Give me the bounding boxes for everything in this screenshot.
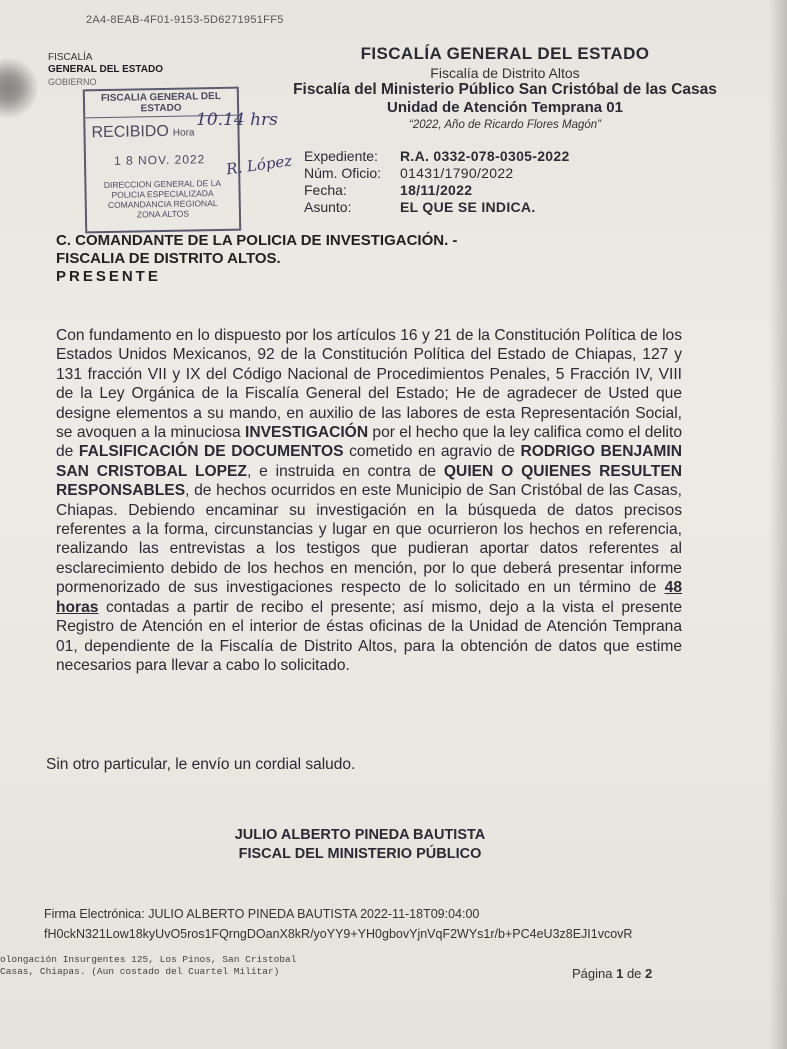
header-office: Fiscalía del Ministerio Público San Cristóbal de las Casas: [293, 81, 717, 98]
efirma-line1: Firma Electrónica: JULIO ALBERTO PINEDA BAUTISTA 2022-11-18T09:04:00: [44, 907, 480, 921]
page-mid: de: [623, 966, 646, 981]
document-id: 2A4-8EAB-4F01-9153-5D6271951FF5: [86, 14, 284, 26]
stamp-date: 1 8 NOV. 2022: [113, 152, 206, 168]
logo-line3: GOBIERNO: [48, 77, 97, 87]
logo-line2: GENERAL DEL ESTADO: [48, 64, 164, 75]
meta-row: [304, 199, 570, 216]
file-metadata: [304, 148, 570, 216]
body-bold-segment: INVESTIGACIÓN: [245, 424, 369, 442]
meta-value: R.A. 0332-078-0305-2022: [400, 148, 570, 164]
stamp-agency: FISCALIA GENERAL DEL ESTADO: [85, 89, 237, 119]
stamp-org-line4: ZONA ALTOS: [136, 208, 190, 220]
handwritten-hour: 10.14 hrs: [196, 110, 278, 130]
closing-line: Sin otro particular, le envío un cordial saludo.: [46, 756, 356, 773]
recipient-line1: C. COMANDANTE DE LA POLICIA DE INVESTIGACIÓN. -: [56, 232, 458, 249]
meta-row: [304, 148, 570, 165]
body-text-segment: , e instruida en contra de: [246, 462, 444, 480]
meta-value: 01431/1790/2022: [400, 165, 514, 181]
body-bold-segment: QUIEN O QUIENES RESULTEN RESPONSABLES: [56, 462, 682, 500]
header-district: Fiscalía de Distrito Altos: [430, 65, 580, 81]
body-bold-segment: FALSIFICACIÓN DE DOCUMENTOS: [78, 443, 344, 461]
body-text-segment: , de hechos ocurridos en este Municipio de San Cristóbal de las Casas, Chiapas. Debiendo encaminar su investigación en la búsqueda de datos precisos referentes a la forma, circunstancias y lugar en que ocurrieron los hechos en referencia, realizando las entrevistas a los testigos que pudieran aportar datos referentes al esclarecimiento debido de los hechos en mención, por lo que deberá presentar informe pormenorizado de sus investigaciones respecto de lo solicitado en un término de: [56, 482, 682, 597]
recipient-block: [56, 232, 457, 286]
electronic-signature: [44, 904, 632, 944]
state-emblem-icon: [0, 58, 40, 118]
footer-line1: olongación Insurgentes 125, Los Pinos, San Cristobal: [0, 954, 297, 965]
page-current: 1: [616, 966, 624, 981]
body-paragraph: [56, 326, 682, 675]
stamp-org: [86, 178, 239, 221]
body-text-segment: Con fundamento en lo dispuesto por los artículos 16 y 21 de la Constitución Política de los Estados Unidos Mexicanos, 92 de la Constitución Política del Estado de Chiapas, 127 y 131 fracción VII y IX del Código Nacional de Procedimientos Penales, 5 Fracción IV, VIII de la Ley Orgánica de la Fiscalía General del Estado; He de agradecer de Usted que designe elementos a su mando, en auxilio de las labores de esta Representación Social, se avoquen a la minuciosa: [56, 327, 682, 442]
page-number: [572, 966, 652, 981]
handwritten-signature: R. López: [225, 151, 294, 179]
address-footer: [0, 954, 296, 978]
header-motto: “2022, Año de Ricardo Flores Magón”: [409, 119, 601, 131]
efirma-hash: fH0ckN321Low18kyUvO5ros1FQrngDOanX8kR/yoYY9+YH0gbovYjnVqF2WYs1r/b+PC4eU3z8EJI1vcovR: [44, 927, 633, 941]
signatory-name: JULIO ALBERTO PINEDA BAUTISTA: [234, 827, 486, 843]
stamp-org-line1: DIRECCION GENERAL DE LA: [103, 177, 222, 191]
page-prefix: Página: [572, 966, 617, 981]
signatory-title: FISCAL DEL MINISTERIO PÚBLICO: [238, 846, 482, 862]
stamp-received-label: RECIBIDO: [91, 122, 169, 142]
body-underlined-segment: 48 horas: [56, 579, 682, 616]
recipient-line3: PRESENTE: [56, 268, 161, 285]
signatory-block: [200, 826, 520, 864]
body-text-segment: por el hecho que la ley califica como el delito de: [56, 424, 682, 461]
recipient-line2: FISCALIA DE DISTRITO ALTOS.: [56, 250, 281, 267]
page-shadow: [769, 0, 787, 1049]
stamp-org-line2: POLICIA ESPECIALIZADA: [111, 188, 214, 200]
agency-logo: [48, 52, 163, 88]
meta-value: 18/11/2022: [400, 182, 473, 198]
body-text-segment: contadas a partir de recibo el presente; así mismo, dejo a la vista el presente Registro de Atención en el interior de éstas oficinas de la Unidad de Atención Temprana 01, dependiente de la Fiscalía de Distrito Altos, para la obtención de datos que estime necesarios para llevar a cabo lo solicitado.: [56, 598, 682, 674]
page-total: 2: [645, 966, 653, 981]
meta-key: Núm. Oficio:: [304, 165, 382, 181]
body-bold-segment: RODRIGO BENJAMIN SAN CRISTOBAL LOPEZ: [56, 443, 682, 480]
logo-line1: FISCALÍA: [48, 52, 93, 63]
meta-key: Asunto:: [304, 199, 352, 215]
letterhead: [270, 44, 740, 131]
meta-row: [304, 182, 570, 199]
header-unit: Unidad de Atención Temprana 01: [387, 99, 623, 116]
meta-row: [304, 165, 570, 182]
stamp-hora-label: Hora: [172, 127, 195, 139]
footer-line2: Casas, Chiapas. (Aun costado del Cuartel Militar): [0, 966, 280, 977]
meta-value: EL QUE SE INDICA.: [400, 199, 536, 215]
received-stamp: [83, 87, 241, 234]
meta-key: Expediente:: [304, 148, 378, 164]
meta-key: Fecha:: [304, 182, 347, 198]
stamp-org-line3: COMANDANCIA REGIONAL: [107, 198, 218, 210]
header-title: FISCALÍA GENERAL DEL ESTADO: [360, 44, 650, 63]
body-text-segment: cometido en agravio de: [343, 443, 521, 461]
